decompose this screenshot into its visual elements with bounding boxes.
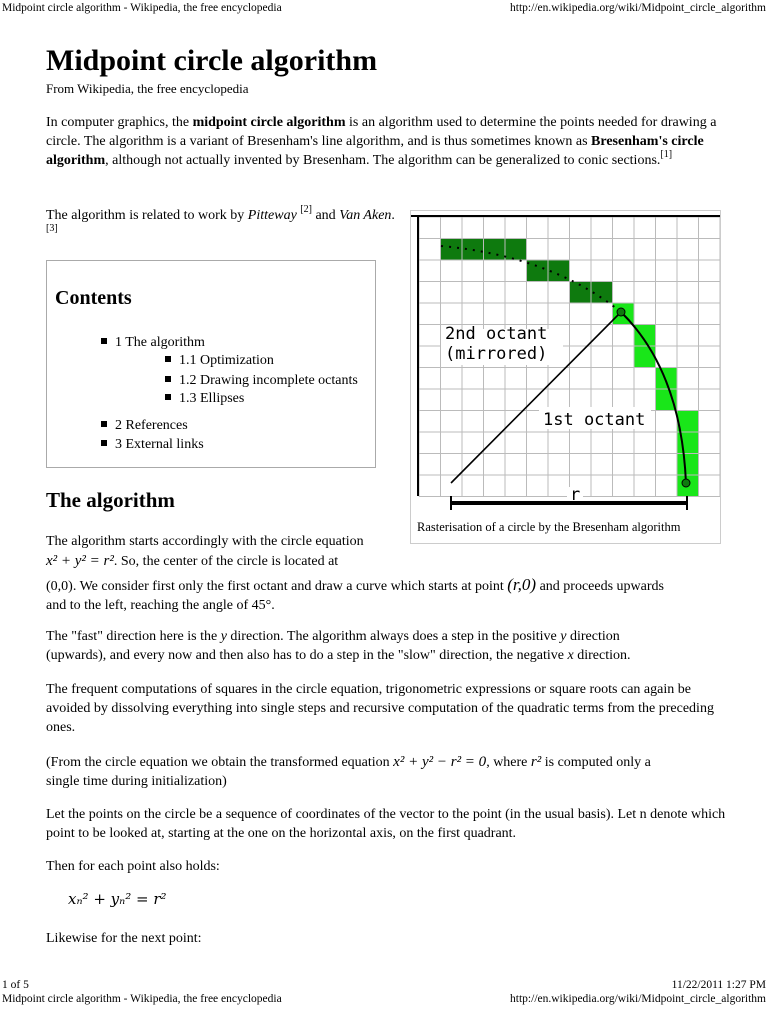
- pixel-cell: [635, 325, 656, 346]
- toc-item-references[interactable]: 2 References: [101, 417, 188, 435]
- label-1st-octant: 1st octant: [543, 410, 646, 430]
- ref-2-link[interactable]: [2]: [300, 204, 312, 215]
- bresenham-circle-diagram: [411, 211, 720, 511]
- pixel-cell: [527, 261, 548, 282]
- term-bresenham: Bresenham's circle algorithm: [46, 134, 704, 168]
- intro-paragraph: In computer graphics, the midpoint circle algorithm is an algorithm used to determine the points needed for drawing a circle. The algorithm is a variant of Bresenham's line algorithm, and is thus sometimes known as Bresenham's circle algorithm, although not actually invented by Bresenham. The algorithm can be generalized to conic sections.[1]: [46, 115, 717, 168]
- algorithm-paragraph-6: Then for each point also holds:: [46, 859, 220, 874]
- pixel-cell: [484, 239, 505, 260]
- ref-1-link[interactable]: [1]: [660, 149, 673, 160]
- point-equation: xₙ² + yₙ² = r²: [68, 890, 167, 908]
- label-mirrored: (mirrored): [445, 344, 548, 364]
- figure-box: [410, 210, 721, 544]
- footer-url[interactable]: http://en.wikipedia.org/wiki/Midpoint_circle_algorithm: [510, 993, 766, 1005]
- figure-caption: Rasterisation of a circle by the Bresenham algorithm: [417, 520, 681, 534]
- header-title: Midpoint circle algorithm - Wikipedia, the free encyclopedia: [2, 2, 282, 14]
- term-midpoint: midpoint circle algorithm: [192, 115, 346, 130]
- pixel-cell: [678, 454, 699, 475]
- algorithm-paragraph-3: The frequent computations of squares in the circle equation, trigonometric expressions or square roots can again be avoided by dissolving everything into single steps and recursive computation of the quadratic terms from the preceding ones.: [46, 682, 714, 735]
- print-header: [0, 0, 768, 16]
- toc-item-optimization[interactable]: 1.1 Optimization: [165, 352, 274, 370]
- toc-item-external-links[interactable]: 3 External links: [101, 436, 204, 454]
- footer-page-number: 1 of 5: [2, 979, 29, 991]
- algorithm-paragraph-5: Let the points on the circle be a sequence of coordinates of the vector to the point (in the usual basis). Let n denote which point to be looked at, starting at the one on the horizontal axis, on the first quadrant.: [46, 807, 726, 841]
- header-url[interactable]: http://en.wikipedia.org/wiki/Midpoint_circle_algorithm: [510, 2, 766, 14]
- pixel-cell: [635, 347, 656, 368]
- footer-title: Midpoint circle algorithm - Wikipedia, the free encyclopedia: [2, 993, 282, 1005]
- related-paragraph: The algorithm is related to work by Pitteway [2] and Van Aken.[3]: [46, 204, 395, 234]
- pixel-cell: [656, 368, 677, 389]
- toc-item-ellipses[interactable]: 1.3 Ellipses: [165, 390, 244, 408]
- algorithm-paragraph-7: Likewise for the next point:: [46, 931, 202, 946]
- footer-datetime: 11/22/2011 1:27 PM: [671, 979, 766, 991]
- algorithm-paragraph-1a: The algorithm starts accordingly with the circle equation: [46, 534, 364, 549]
- octant-boundary-point: [617, 308, 625, 316]
- transformed-equation: x² + y² − r² = 0: [393, 754, 487, 770]
- toc-item-algorithm[interactable]: 1 The algorithm: [101, 334, 205, 352]
- algorithm-paragraph-4: (From the circle equation we obtain the transformed equation x² + y² − r² = 0, where r² is computed only a single time during initialization): [46, 754, 651, 789]
- algorithm-paragraph-1c: (0,0). We consider first only the first octant and draw a curve which starts at point (r,0) and proceeds upwards and to the left, reaching the angle of 45°.: [46, 575, 664, 613]
- pixel-cell: [506, 239, 527, 260]
- algorithm-paragraph-1b: x² + y² = r². So, the center of the circle is located at: [46, 553, 339, 569]
- page-title: Midpoint circle algorithm: [46, 44, 378, 77]
- start-point-notation: (r,0): [507, 575, 537, 594]
- table-of-contents: [46, 260, 376, 468]
- label-2nd-octant: 2nd octant: [445, 324, 548, 344]
- ref-3-link[interactable]: [3]: [46, 223, 58, 234]
- label-r: r: [570, 485, 581, 505]
- page-subtitle: From Wikipedia, the free encyclopedia: [46, 81, 249, 96]
- circle-equation: x² + y² = r²: [46, 553, 114, 569]
- algorithm-paragraph-2: The "fast" direction here is the y direction. The algorithm always does a step in the positive y direction (upwards), and every now and then also has to do a step in the "slow" direction, the negative x direction.: [46, 629, 631, 663]
- section-heading-algorithm: The algorithm: [46, 488, 175, 512]
- start-point: [682, 479, 690, 487]
- pixel-cell: [441, 239, 462, 260]
- toc-heading: Contents: [55, 287, 132, 309]
- toc-item-incomplete-octants[interactable]: 1.2 Drawing incomplete octants: [165, 372, 358, 390]
